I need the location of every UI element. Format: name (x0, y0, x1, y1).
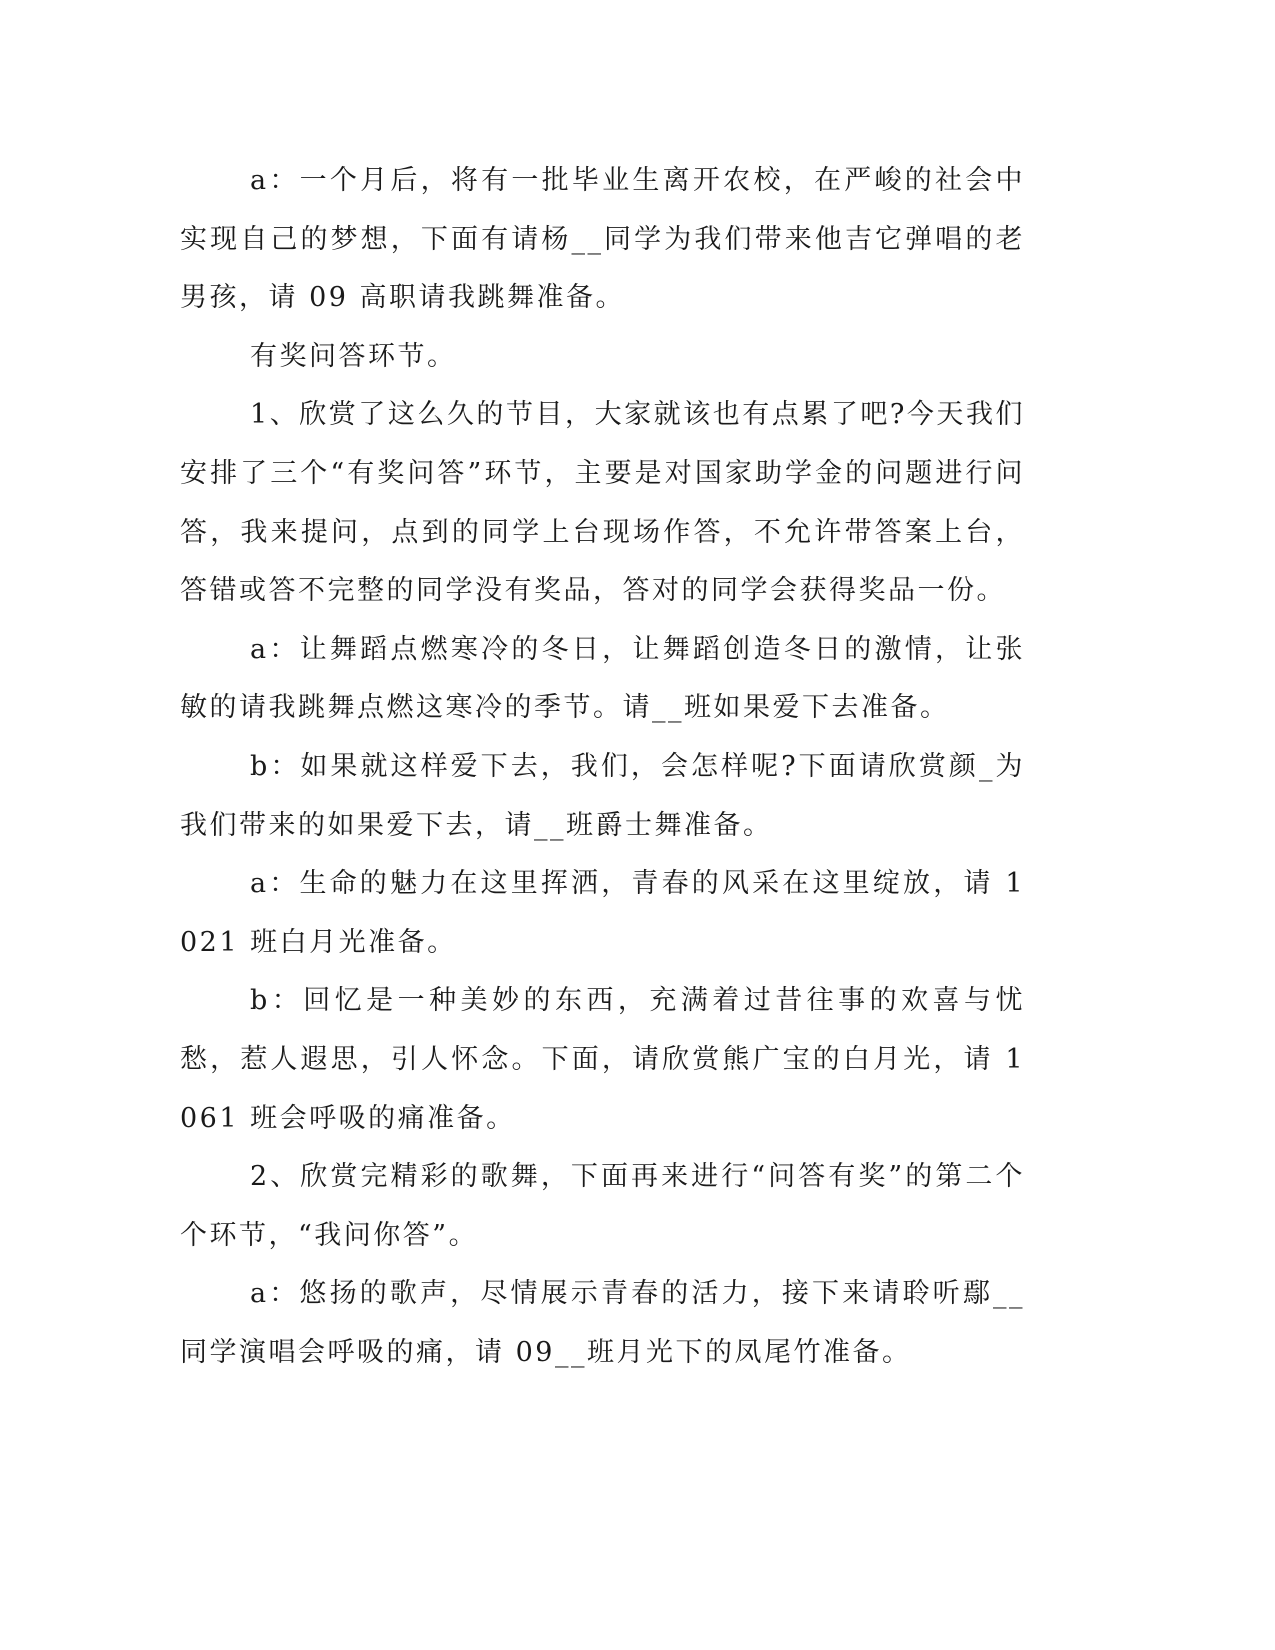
document-body (180, 152, 1025, 1382)
paragraph-5: b：如果就这样爱下去，我们，会怎样呢?下面请欣赏颜_为我们带来的如果爱下去，请__班爵士舞准备。 (180, 750, 1025, 841)
paragraph-3: 1、欣赏了这么久的节目，大家就该也有点累了吧?今天我们安排了三个“有奖问答”环节，主要是对国家助学金的问题进行问答，我来提问，点到的同学上台现场作答，不允许带答案上台，答错或答不完整的同学没有奖品，答对的同学会获得奖品一份。 (180, 399, 1025, 607)
paragraph-4: a：让舞蹈点燃寒冷的冬日，让舞蹈创造冬日的激情，让张敏的请我跳舞点燃这寒冷的季节。请__班如果爱下去准备。 (180, 633, 1025, 724)
paragraph-6: a：生命的魅力在这里挥洒，青春的风采在这里绽放，请 1021 班白月光准备。 (180, 868, 1025, 958)
paragraph-7: b：回忆是一种美妙的东西，充满着过昔往事的欢喜与忧愁，惹人遐思，引人怀念。下面，请欣赏熊广宝的白月光，请 1061 班会呼吸的痛准备。 (180, 985, 1025, 1134)
paragraph-9: a：悠扬的歌声，尽情展示青春的活力，接下来请聆听鄢__同学演唱会呼吸的痛，请 09__班月光下的凤尾竹准备。 (180, 1278, 1025, 1368)
paragraph-1: a：一个月后，将有一批毕业生离开农校，在严峻的社会中实现自己的梦想，下面有请杨__同学为我们带来他吉它弹唱的老男孩，请 09 高职请我跳舞准备。 (180, 165, 1025, 314)
paragraph-8: 2、欣赏完精彩的歌舞，下面再来进行“问答有奖”的第二个个环节，“我问你答”。 (180, 1161, 1025, 1251)
paragraph-2: 有奖问答环节。 (250, 340, 457, 372)
